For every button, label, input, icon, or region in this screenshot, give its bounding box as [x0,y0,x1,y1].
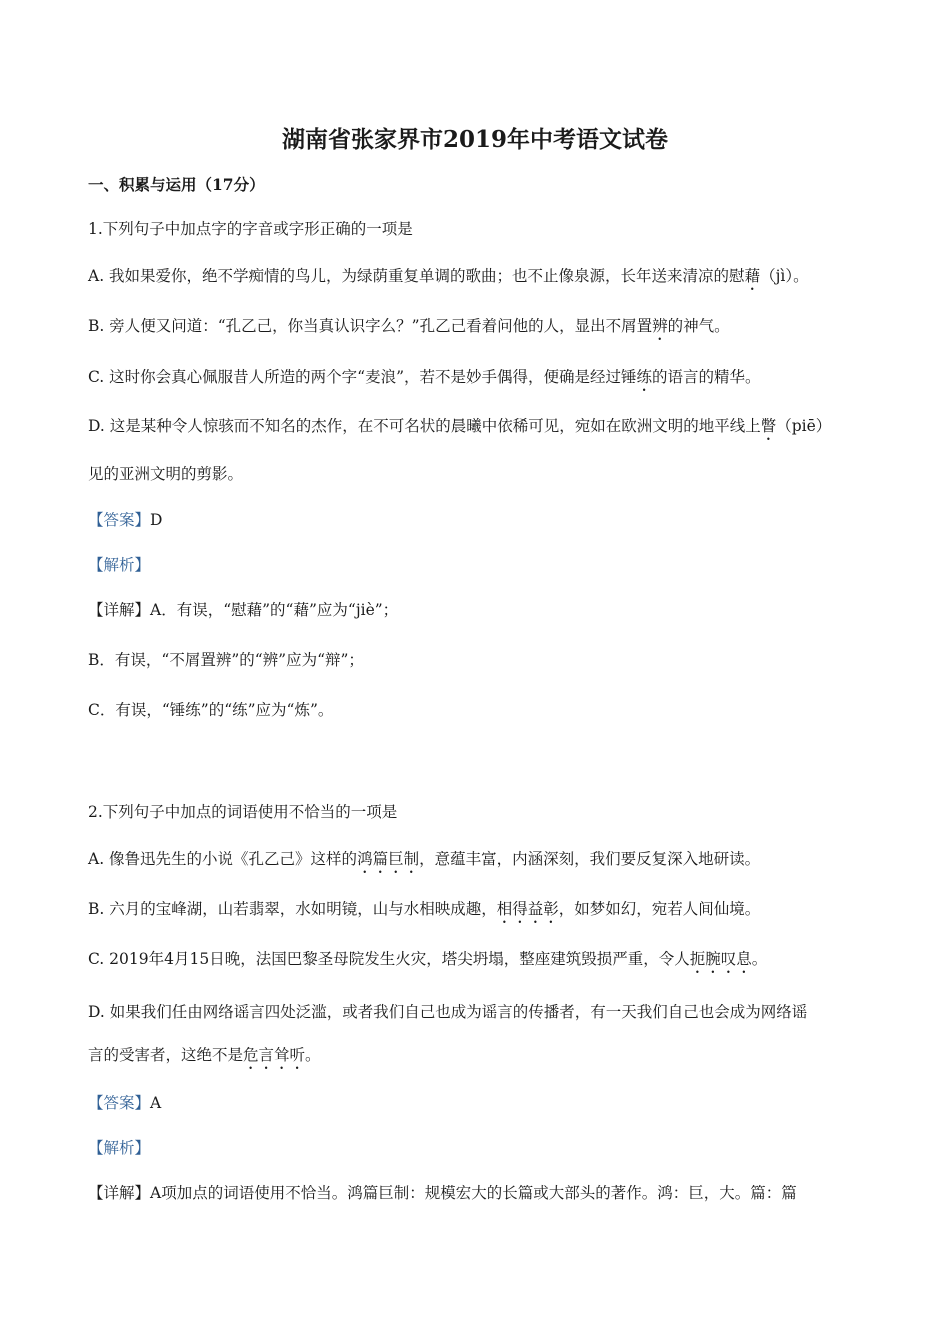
option-text: A. 我如果爱你，绝不学痴情的鸟儿，为绿荫重复单调的歌曲；也不止像泉源，长年送来清凉的慰 [88,267,745,285]
question-2-option-d-continued [88,1044,321,1073]
question-1-option-a [88,265,809,294]
question-1-option-d-continued: 见的亚洲文明的剪影。 [88,465,244,483]
section-heading: 一、积累与运用（17分） [88,175,265,194]
question-2-detail: 【详解】A项加点的词语使用不恰当。鸿篇巨制：规模宏大的长篇或大部头的著作。鸿：巨，大。篇：篇 [88,1184,797,1202]
option-text: （piē） [776,417,832,435]
question-2-option-b [88,898,760,927]
option-text: 言的受害者，这绝不是 [88,1046,244,1064]
question-2-option-d: D. 如果我们任由网络谣言四处泛滥，或者我们自己也成为谣言的传播者，有一天我们自己也会成为网络谣 [88,1003,808,1021]
option-text: 。 [305,1046,321,1064]
option-text: C. 2019年4月15日晚，法国巴黎圣母院发生火灾，塔尖坍塌，整座建筑毁损严重，令人 [88,950,690,968]
question-1-option-c [88,366,761,395]
dotted-character: 辨 [652,317,668,335]
answer-value: D [150,511,163,529]
dotted-phrase: 危言耸听 [243,1046,306,1064]
question-2-analysis-tag: 【解析】 [88,1139,151,1157]
dotted-phrase: 扼腕叹息 [689,950,752,968]
option-text: 的神气。 [667,317,730,335]
option-text: ，意蕴丰富，内涵深刻，我们要反复深入地研读。 [419,850,761,868]
option-text: 。 [751,950,768,968]
question-1-detail-c: C．有误，“锤练”的“练”应为“炼”。 [88,701,334,719]
option-text: 的语言的精华。 [652,368,761,386]
answer-tag: 【答案】 [88,511,151,529]
question-1-stem: 1.下列句子中加点字的字音或字形正确的一项是 [88,220,413,238]
question-1-answer [88,509,162,531]
option-text: （jì）。 [760,267,809,285]
option-text: B. 旁人便又问道：“孔乙己，你当真认识字么？”孔乙己看着问他的人，显出不屑置 [88,317,653,335]
question-2-stem: 2.下列句子中加点的词语使用不恰当的一项是 [88,803,398,821]
option-text: ，如梦如幻，宛若人间仙境。 [558,900,761,918]
question-1-detail-a: 【详解】A．有误，“慰藉”的“藉”应为“jiè”； [88,601,399,619]
question-1-analysis-tag: 【解析】 [88,556,151,574]
option-text: C. 这时你会真心佩服昔人所造的两个字“麦浪”，若不是妙手偶得，便确是经过锤 [88,368,637,386]
question-1-option-d [88,415,831,444]
dotted-phrase: 鸿篇巨制 [357,850,420,868]
question-1-detail-b: B．有误，“不屑置辨”的“辨”应为“辩”； [88,651,364,669]
option-text: A. 像鲁迅先生的小说《孔乙己》这样的 [88,850,358,868]
option-text: D. 这是某种令人惊骇而不知名的杰作，在不可名状的晨曦中依稀可见，宛如在欧洲文明的地平线上 [88,417,761,435]
answer-tag: 【答案】 [88,1094,151,1112]
dotted-character: 练 [636,368,653,386]
dotted-character: 瞥 [760,417,777,435]
page-title: 湖南省张家界市2019年中考语文试卷 [281,126,668,153]
option-text: B. 六月的宝峰湖，山若翡翠，水如明镜，山与水相映成趣， [88,900,497,918]
question-2-answer [88,1092,161,1114]
dotted-character: 藉 [744,267,761,285]
dotted-phrase: 相得益彰 [496,900,559,918]
question-2-option-a [88,848,760,877]
question-1-option-b [88,315,730,344]
answer-value: A [150,1094,162,1112]
question-2-option-c [88,948,767,977]
